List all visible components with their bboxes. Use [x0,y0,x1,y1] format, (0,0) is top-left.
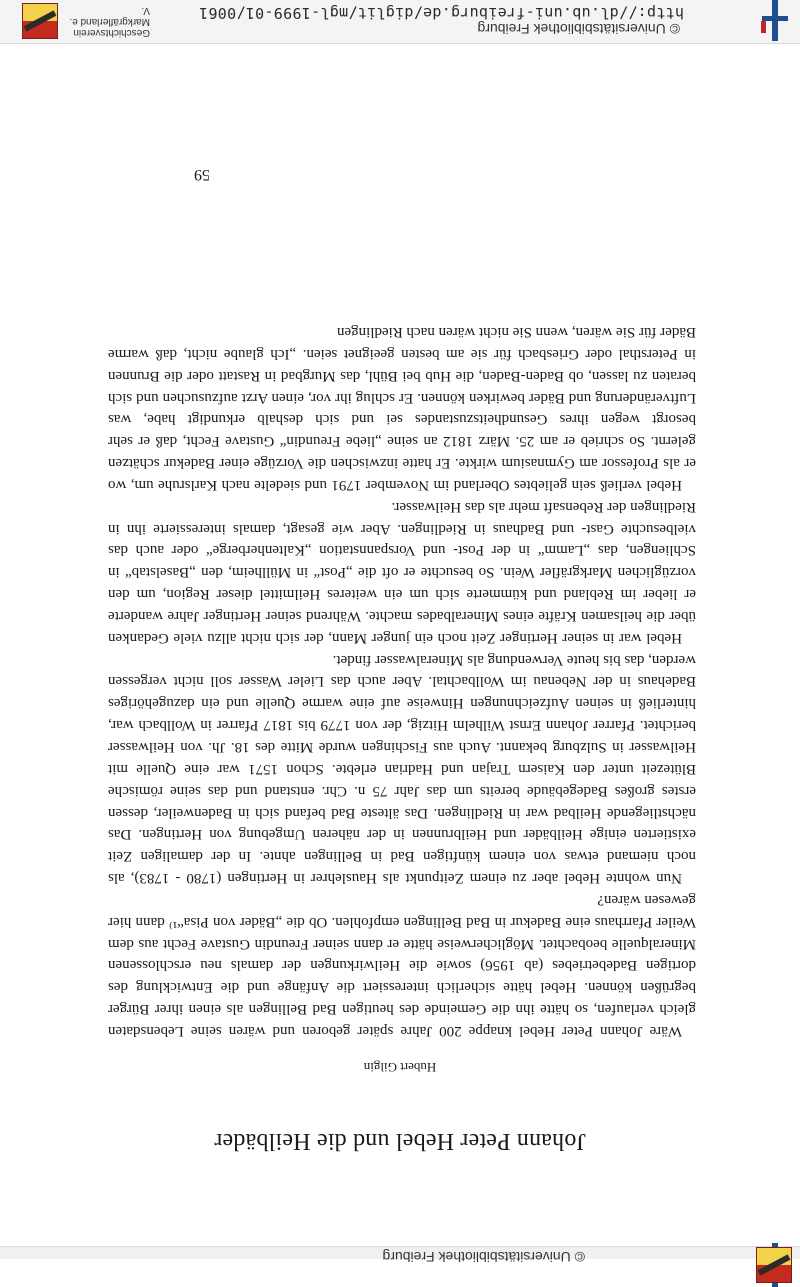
article-body [108,320,696,1041]
header-library-credit: © Universitätsbibliothek Freiburg [382,1249,585,1265]
university-library-logo-icon [754,0,794,41]
permalink-url[interactable]: http://dl.ub.uni-freiburg.de/diglit/mgl-1999-01/0061 [198,4,684,22]
paragraph: Wäre Johann Peter Hebel knappe 200 Jahre später geboren und wären seine Lebensdaten gleich verlaufen, so hätte ihn die Gemeinde des heutigen Bad Bellingen als einen ihrer Bürger begrüßen können. Hebel hätte sicherlich interessiert die Anfänge und die Entwicklung des dortigen Badebetriebes (ab 1956) sowie die Heilwirkungen der damals neu erschlossenen Mineralquelle beobachtet. Möglicherweise hätte er dann seiner Freundin Gustave Fecht aus dem Weiler Pfarrhaus eine Badekur in Bad Bellingen empfohlen. Ob die „Bäder von Pisa“¹⁾ dann hier gewesen wären? [108,891,696,1039]
society-name: Geschichtsverein Markgräflerland e. V. [69,5,150,38]
society-crest-icon [22,3,58,39]
page-number: 59 [194,166,210,183]
article-title: Johann Peter Hebel und die Heilbäder [214,1128,586,1154]
footer-library-credit: © Universitätsbibliothek Freiburg [477,21,680,37]
paragraph: Hebel verließ sein geliebtes Oberland im November 1791 und siedelte nach Karlsruhe um, wo er als Professor am Gymnasium wirkte. Er hatte inzwischen die Vorzüge einer Badekur schätzen gelernt. So schrieb er am 25. März 1812 an seine „liebe Freundin“ Gustave Fecht, daß er sehr besorgt wegen ihres Gesundheitszustandes sei und sich deshalb erkundigt habe, was Luftveränderung und Bäder bewirken können. Er schlug ihr vor, einen Arzt aufzusuchen und sich beraten zu lassen, ob Baden-Baden, die Hub bei Bühl, das Murgbad in Rastatt oder die Brunnen in Petersthal oder Griesbach für sie am besten geeignet seien. „Ich glaube nicht, daß warme Bäder für Sie wären, wenn Sie nicht wären nach Riedlingen [108,324,696,493]
paragraph: Nun wohnte Hebel aber zu einem Zeitpunkt als Hauslehrer in Hertingen (1780 - 1783), als noch niemand etwas von einem künftigen Bad in Bellingen ahnte. In der damaligen Zeit existierten einige Heilbäder und Heilbrunnen in der näheren Umgebung von Hertingen. Das nächstliegende Heilbad war in Riedlingen. Das älteste Bad befand sich in Badenweiler, dessen erstes großes Badegebäude bereits um das Jahr 75 n. Chr. entstand und das seine römische Blütezeit unter den Kaisern Trajan und Hadrian erlebte. Schon 1571 war eine Quelle mit Heilwasser in Sulzburg bekannt. Auch aus Fischingen wurde Mitte des 18. Jh. von Heilwasser berichtet. Pfarrer Johann Ernst Wilhelm Hitzig, der von 1779 bis 1817 Pfarrer in Wollbach war, hinterließ in seinen Aufzeichnungen Hinweise auf eine warme Quelle und ein dazugehöriges Badehaus in der Nebenau im Wollbachtal. Aber auch das Lieler Wasser soll nicht vergessen werden, das bis heute Verwendung als Mineralwasser findet. [108,651,696,887]
article-author: Hubert Gilgin [363,1060,437,1075]
paragraph: Hebel war in seiner Hertinger Zeit noch ein junger Mann, der sich nicht allzu viele Gedanken über die heilsamen Kräfte eines Mineralbades machte. Während seiner Hertinger Jahre wanderte er lieber im Rebland und kümmerte sich um ein weiteres Heilmittel dieser Region, um den vorzüglichen Markgräfler Wein. So besuchte er oft die „Post“ in Müllheim, den „Baselstab“ in Schliengen, das „Lamm“ in der Post- und Vorspannstation „Kaltenherberge“ oder auch das vielbesuchte Gast- und Badhaus in Riedlingen. Aber wie gesagt, damals interessierte ihn in Riedlingen der Rebensaft mehr als das Heilwasser. [108,498,696,646]
society-crest-icon [756,1247,792,1283]
